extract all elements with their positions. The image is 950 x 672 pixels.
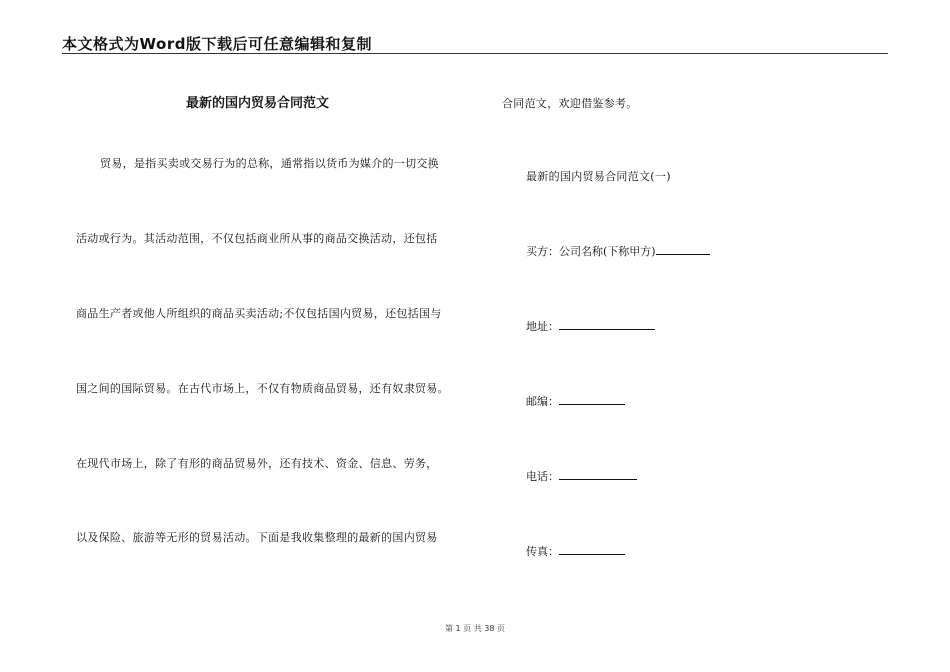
postcode-blank bbox=[559, 394, 625, 405]
body-line: 在现代市场上，除了有形的商品贸易外，还有技术、资金、信息、劳务， bbox=[76, 457, 438, 470]
document-title: 最新的国内贸易合同范文 bbox=[186, 96, 330, 111]
body-line: 国之间的国际贸易。在古代市场上，不仅有物质商品贸易，还有奴隶贸易。 bbox=[76, 382, 449, 395]
body-line: 活动或行为。其活动范围，不仅包括商业所从事的商品交换活动，还包括 bbox=[76, 232, 438, 245]
phone-blank bbox=[559, 469, 637, 480]
address-label: 地址： bbox=[526, 320, 559, 333]
body-line: 贸易，是指买卖或交易行为的总称，通常指以货币为媒介的一切交换 bbox=[100, 157, 439, 170]
phone-field bbox=[526, 468, 637, 484]
address-blank bbox=[559, 319, 655, 330]
postcode-label: 邮编： bbox=[526, 395, 559, 408]
page-number: 第 1 页 共 38 页 bbox=[445, 624, 505, 633]
postcode-field bbox=[526, 393, 625, 409]
header-divider bbox=[62, 53, 888, 54]
fax-field bbox=[526, 543, 625, 559]
buyer-field bbox=[526, 243, 710, 259]
body-line: 以及保险、旅游等无形的贸易活动。下面是我收集整理的最新的国内贸易 bbox=[76, 531, 438, 544]
intro-continuation: 合同范文，欢迎借鉴参考。 bbox=[502, 97, 638, 110]
body-line: 商品生产者或他人所组织的商品买卖活动;不仅包括国内贸易，还包括国与 bbox=[76, 307, 442, 320]
document-banner: 本文格式为Word版下载后可任意编辑和复制 bbox=[62, 35, 372, 53]
address-field bbox=[526, 318, 655, 334]
contract-heading: 最新的国内贸易合同范文(一) bbox=[526, 170, 671, 183]
buyer-label: 买方：公司名称(下称甲方) bbox=[526, 245, 656, 258]
phone-label: 电话： bbox=[526, 470, 559, 483]
fax-label: 传真： bbox=[526, 545, 559, 558]
fax-blank bbox=[559, 544, 625, 555]
buyer-blank bbox=[656, 244, 710, 255]
